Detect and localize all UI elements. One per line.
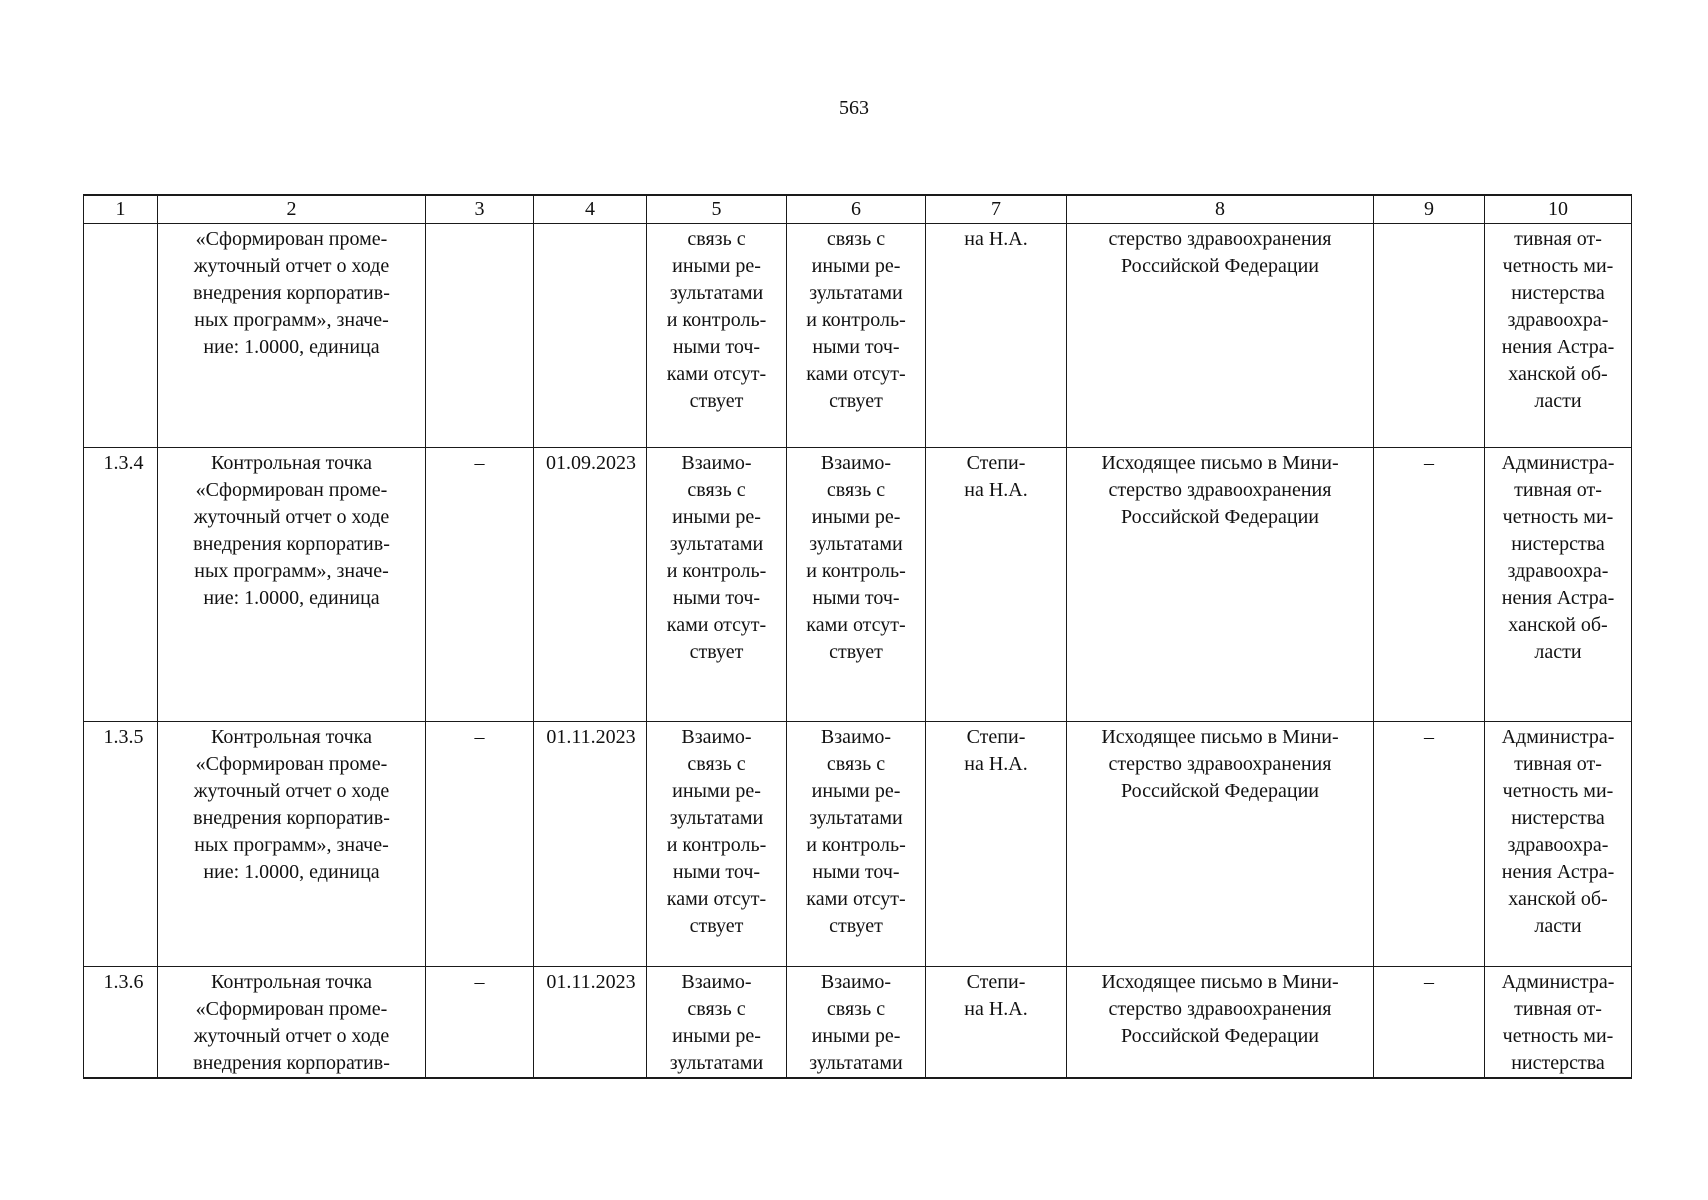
relation-text: Взаимо- связь с иными ре- зультатами и контроль- ными точ- ками отсут- ствует: [666, 452, 767, 663]
col3-cell: [426, 448, 534, 722]
column-header-6: 6: [787, 195, 926, 224]
date-cell: [534, 967, 647, 1079]
relation-cell-2: [787, 224, 926, 448]
relation-text: связь с иными ре- зультатами и контроль- ными точ- ками отсут- ствует: [666, 228, 767, 412]
document-text: Исходящее письмо в Мини- стерство здравоохранения Российской Федерации: [1101, 452, 1339, 528]
relation-cell-2: [787, 722, 926, 967]
col9-text: –: [1424, 726, 1434, 748]
relation-cell-2: [787, 448, 926, 722]
description-text: Контрольная точка «Сформирован проме- жуточный отчет о ходе внедрения корпоратив- ных программ», значе- ние: 1.0000, единица: [193, 452, 390, 609]
description-text: Контрольная точка «Сформирован проме- жуточный отчет о ходе внедрения корпоратив- ных программ», значе- ние: 1.0000, единица: [193, 726, 390, 883]
col9-cell: [1374, 722, 1485, 967]
column-header-4: 4: [534, 195, 647, 224]
relation-text: Взаимо- связь с иными ре- зультатами и контроль- ными точ- ками отсут- ствует: [666, 726, 767, 937]
column-header-8: 8: [1067, 195, 1374, 224]
column-header-3: 3: [426, 195, 534, 224]
col9-text: –: [1424, 971, 1434, 993]
responsible-text: Степи- на Н.А.: [964, 726, 1028, 775]
reporting-text: Администра- тивная от- четность ми- нистерства здравоохра- нения Астра- ханской об- ласти: [1501, 452, 1615, 663]
column-header-10: 10: [1485, 195, 1632, 224]
responsible-text: Степи- на Н.А.: [964, 452, 1028, 501]
col3-text: –: [474, 726, 485, 748]
responsible-cell: [926, 224, 1067, 448]
date-cell: [534, 448, 647, 722]
description-cell: [158, 722, 426, 967]
reporting-cell: [1485, 448, 1632, 722]
reporting-cell: [1485, 224, 1632, 448]
date-text: 01.11.2023: [546, 971, 636, 993]
document-cell: [1067, 722, 1374, 967]
col3-text: –: [474, 452, 485, 474]
column-header-9: 9: [1374, 195, 1485, 224]
reporting-cell: [1485, 722, 1632, 967]
column-header-2: 2: [158, 195, 426, 224]
date-text: 01.09.2023: [546, 452, 636, 474]
row-number: 1.3.6: [103, 971, 144, 993]
date-cell: [534, 722, 647, 967]
relation-text-2: Взаимо- связь с иными ре- зультатами и контроль- ными точ- ками отсут- ствует: [806, 726, 906, 937]
col3-cell: [426, 967, 534, 1079]
col9-cell: [1374, 967, 1485, 1079]
responsible-cell: [926, 448, 1067, 722]
responsible-text: Степи- на Н.А.: [964, 971, 1028, 1020]
document-cell: [1067, 224, 1374, 448]
relation-cell: [647, 224, 787, 448]
relation-text: Взаимо- связь с иными ре- зультатами: [669, 971, 764, 1074]
row-number-cell: [84, 967, 158, 1079]
relation-cell: [647, 448, 787, 722]
document-text: Исходящее письмо в Мини- стерство здравоохранения Российской Федерации: [1101, 726, 1339, 802]
page-number: 563: [839, 97, 869, 119]
reporting-cell: [1485, 967, 1632, 1079]
row-number: 1.3.5: [103, 726, 144, 748]
col9-cell: [1374, 448, 1485, 722]
description-cell: [158, 224, 426, 448]
relation-cell-2: [787, 967, 926, 1079]
col3-text: –: [474, 971, 485, 993]
col3-cell: [426, 224, 534, 448]
row-number-cell: [84, 722, 158, 967]
relation-text-2: Взаимо- связь с иными ре- зультатами и контроль- ными точ- ками отсут- ствует: [806, 452, 906, 663]
date-text: 01.11.2023: [546, 726, 636, 748]
relation-text-2: связь с иными ре- зультатами и контроль- ными точ- ками отсут- ствует: [806, 228, 906, 412]
table-row: [84, 448, 1632, 722]
reporting-text: тивная от- четность ми- нистерства здравоохра- нения Астра- ханской об- ласти: [1501, 228, 1615, 412]
data-table: [83, 194, 1632, 1079]
description-text: «Сформирован проме- жуточный отчет о ходе внедрения корпоратив- ных программ», значе- ние: 1.0000, единица: [193, 228, 390, 358]
document-cell: [1067, 448, 1374, 722]
reporting-text: Администра- тивная от- четность ми- нистерства здравоохра- нения Астра- ханской об- ласти: [1501, 726, 1615, 937]
reporting-text: Администра- тивная от- четность ми- нистерства: [1501, 971, 1615, 1074]
column-header-1: 1: [84, 195, 158, 224]
document-cell: [1067, 967, 1374, 1079]
description-cell: [158, 448, 426, 722]
description-cell: [158, 967, 426, 1079]
responsible-cell: [926, 722, 1067, 967]
responsible-text: на Н.А.: [964, 228, 1028, 250]
row-number-cell: [84, 448, 158, 722]
date-cell: [534, 224, 647, 448]
header-row: [84, 195, 1632, 224]
table-row: [84, 224, 1632, 448]
table-row: [84, 967, 1632, 1079]
col9-text: –: [1424, 452, 1434, 474]
row-number: 1.3.4: [103, 452, 144, 474]
col9-cell: [1374, 224, 1485, 448]
description-text: Контрольная точка «Сформирован проме- жуточный отчет о ходе внедрения корпоратив-: [193, 971, 390, 1074]
document-text: Исходящее письмо в Мини- стерство здравоохранения Российской Федерации: [1101, 971, 1339, 1047]
column-header-5: 5: [647, 195, 787, 224]
responsible-cell: [926, 967, 1067, 1079]
relation-cell: [647, 967, 787, 1079]
column-header-7: 7: [926, 195, 1067, 224]
row-number-cell: [84, 224, 158, 448]
relation-cell: [647, 722, 787, 967]
document-text: стерство здравоохранения Российской Федерации: [1108, 228, 1332, 277]
col3-cell: [426, 722, 534, 967]
table-row: [84, 722, 1632, 967]
relation-text-2: Взаимо- связь с иными ре- зультатами: [809, 971, 903, 1074]
